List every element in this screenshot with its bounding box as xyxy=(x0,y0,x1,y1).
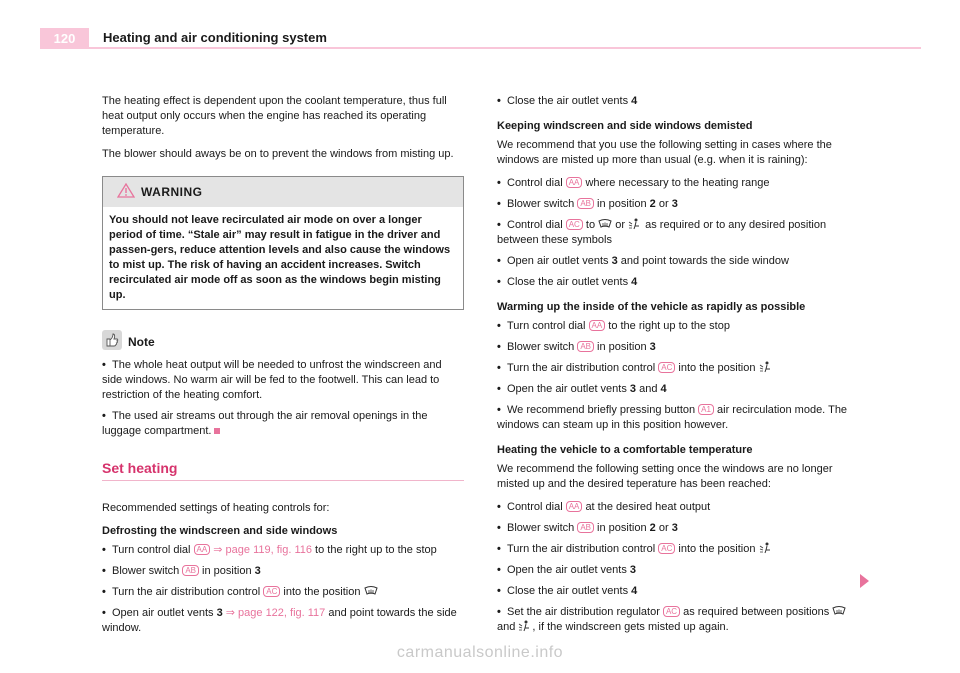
demist-step-4: • Open air outlet vents 3 and point towards the side window xyxy=(497,255,789,267)
control-ref: AC xyxy=(658,543,675,554)
footwell-symbol-icon xyxy=(759,361,773,373)
control-ref: AC xyxy=(566,219,583,230)
control-ref: AB xyxy=(577,198,594,209)
demist-step-1: • Control dial AA where necessary to the heating range xyxy=(497,177,770,189)
comfort-step-3: • Turn the air distribution control AC into the position xyxy=(497,542,867,557)
demist-step-5: • Close the air outlet vents 4 xyxy=(497,276,638,288)
note-item-1: • The whole heat output will be needed to unfrost the windscreen and side windows. No warm air will be fed to the footwell. This can lead to restriction of the heating comfort. xyxy=(102,359,442,401)
note-header xyxy=(102,330,464,350)
section-title: Set heating xyxy=(102,461,464,481)
windscreen-symbol-icon xyxy=(364,585,378,597)
control-ref: AC xyxy=(663,606,680,617)
footwell-symbol-icon xyxy=(628,218,642,230)
footwell-symbol-icon xyxy=(518,620,532,632)
demist-intro: We recommend that you use the following setting in cases where the windows are misted up more than usual (e.g. when it is raining): xyxy=(497,139,832,166)
control-ref: AC xyxy=(263,586,280,597)
comfort-step-6: • Set the air distribution regulator AC as required between positions and , if the windscreen gets misted up again. xyxy=(497,605,867,635)
watermark: carmanualsonline.info xyxy=(396,644,564,661)
warm-step-3: • Turn the air distribution control AC into the position xyxy=(497,361,867,376)
defrost-step-2: • Blower switch AB in position 3 xyxy=(102,565,261,577)
intro-paragraph-2: The blower should aways be on to prevent the windows from misting up. xyxy=(102,148,454,160)
control-ref: AB xyxy=(182,565,199,576)
comfort-intro: We recommend the following setting once the windows are no longer misted up and the desired teperature has been reached: xyxy=(497,463,833,490)
note-item-2: • The used air streams out through the air removal openings in the luggage compartment. xyxy=(102,410,428,437)
note-icon xyxy=(102,330,122,350)
intro-paragraph-1: The heating effect is dependent upon the coolant temperature, thus full heat output only occurs when the engine has reached its operating temperature. xyxy=(102,95,447,137)
control-ref: A1 xyxy=(698,404,714,415)
defrost-step-5: • Close the air outlet vents 4 xyxy=(497,95,638,107)
warning-header xyxy=(103,177,463,207)
footwell-symbol-icon xyxy=(759,542,773,554)
control-ref: AB xyxy=(577,341,594,352)
warm-title: Warming up the inside of the vehicle as rapidly as possible xyxy=(497,301,806,313)
demist-step-3: • Control dial AC to or as required or to any desired position between these symbols xyxy=(497,219,827,246)
header-rule xyxy=(89,47,921,49)
windscreen-symbol-icon xyxy=(832,605,846,617)
comfort-step-2: • Blower switch AB in position 2 or 3 xyxy=(497,522,678,534)
warm-step-1: • Turn control dial AA to the right up to the stop xyxy=(497,320,730,332)
control-ref: AA xyxy=(566,501,583,512)
warm-step-2: • Blower switch AB in position 3 xyxy=(497,341,656,353)
warning-text: You should not leave recirculated air mode on over a longer period of time. “Stale air” may result in fatigue in the driver and passen-gers, reduce attention levels and also cause the windows to mist up. The risk of having an accident increases. Switch recirculated air mode off as soon as the windows begin misting up. xyxy=(103,207,463,309)
control-ref: AA xyxy=(194,544,211,555)
warning-box xyxy=(102,176,464,310)
left-column xyxy=(102,94,464,642)
recommended-intro: Recommended settings of heating controls for: xyxy=(102,502,330,514)
windscreen-symbol-icon xyxy=(598,218,612,230)
control-ref: AA xyxy=(589,320,606,331)
warm-step-5: • We recommend briefly pressing button A1 air recirculation mode. The windows can steam up in this position however. xyxy=(497,404,848,431)
control-ref: AA xyxy=(566,177,583,188)
control-ref: AB xyxy=(577,522,594,533)
defrost-title: Defrosting the windscreen and side windows xyxy=(102,525,338,537)
warm-step-4: • Open the air outlet vents 3 and 4 xyxy=(497,383,667,395)
comfort-step-5: • Close the air outlet vents 4 xyxy=(497,585,638,597)
demist-step-2: • Blower switch AB in position 2 or 3 xyxy=(497,198,678,210)
page-title: Heating and air conditioning system xyxy=(103,30,327,45)
page-link[interactable]: ⇒ page 122, fig. 117 xyxy=(225,607,326,619)
warning-triangle-icon xyxy=(117,183,135,198)
comfort-step-4: • Open the air outlet vents 3 xyxy=(497,564,637,576)
control-ref: AC xyxy=(658,362,675,373)
defrost-step-4: • Open air outlet vents 3 ⇒ page 122, fig. 117 and point towards the side window. xyxy=(102,607,457,634)
comfort-title: Heating the vehicle to a comfortable temperature xyxy=(497,444,753,456)
warning-title: WARNING xyxy=(141,185,203,199)
note-title: Note xyxy=(128,335,155,349)
page-number: 120 xyxy=(40,28,89,49)
page-link[interactable]: ⇒ page 119, fig. 116 xyxy=(213,544,312,556)
end-mark-icon xyxy=(214,428,220,434)
comfort-step-1: • Control dial AA at the desired heat output xyxy=(497,501,711,513)
defrost-step-1: • Turn control dial AA ⇒ page 119, fig. 116 to the right up to the stop xyxy=(102,544,437,556)
defrost-step-3: • Turn the air distribution control AC into the position xyxy=(102,585,464,600)
next-page-arrow-icon[interactable] xyxy=(860,574,869,588)
demist-title: Keeping windscreen and side windows demisted xyxy=(497,120,753,132)
right-column xyxy=(497,94,867,641)
